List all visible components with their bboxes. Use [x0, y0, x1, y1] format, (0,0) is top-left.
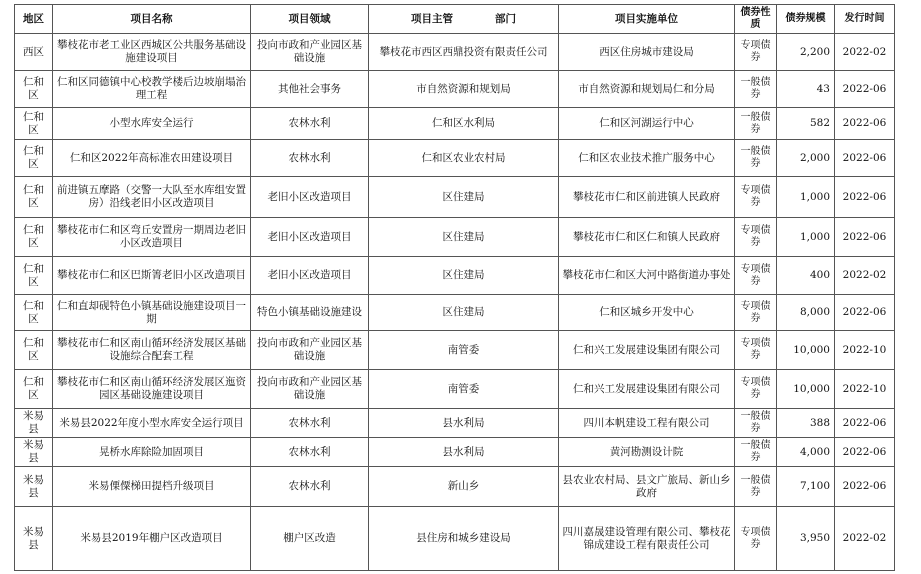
bond-project-table	[14, 4, 895, 571]
cell-project-name: 米易县2019年棚户区改造项目	[53, 507, 251, 571]
cell-region: 米易县	[15, 467, 53, 507]
cell-implementer: 县农业农村局、县文广旅局、新山乡政府	[559, 467, 735, 507]
cell-issue-time: 2022-06	[835, 218, 895, 257]
cell-supervisor: 南管委	[369, 331, 559, 370]
cell-region: 仁和区	[15, 177, 53, 218]
header-region: 地区	[15, 5, 53, 34]
cell-bond-type: 一般债券	[735, 438, 777, 467]
cell-region: 米易县	[15, 438, 53, 467]
table-row	[15, 438, 895, 467]
cell-project-name: 米易县2022年度小型水库安全运行项目	[53, 409, 251, 438]
header-supervisor: 项目主管 部门	[369, 5, 559, 34]
cell-project-name: 晃桥水库除险加固项目	[53, 438, 251, 467]
cell-project-name: 仁和区同德镇中心校教学楼后边坡崩塌治理工程	[53, 71, 251, 108]
cell-project-name: 前进镇五摩路（交警一大队至水库组安置房）沿线老旧小区改造项目	[53, 177, 251, 218]
cell-region: 仁和区	[15, 140, 53, 177]
cell-field: 投向市政和产业园区基础设施	[251, 331, 369, 370]
cell-implementer: 西区住房城市建设局	[559, 34, 735, 71]
cell-issue-time: 2022-10	[835, 331, 895, 370]
header-field: 项目领域	[251, 5, 369, 34]
cell-bond-type: 专项债券	[735, 257, 777, 295]
cell-supervisor: 南管委	[369, 370, 559, 409]
cell-supervisor: 仁和区农业农村局	[369, 140, 559, 177]
table-row	[15, 218, 895, 257]
cell-bond-scale: 7,100	[777, 467, 835, 507]
cell-issue-time: 2022-06	[835, 409, 895, 438]
cell-implementer: 攀枝花市仁和区仁和镇人民政府	[559, 218, 735, 257]
cell-issue-time: 2022-06	[835, 108, 895, 140]
cell-supervisor: 区住建局	[369, 218, 559, 257]
cell-field: 农林水利	[251, 140, 369, 177]
table-header	[15, 5, 895, 34]
cell-implementer: 四川本帆建设工程有限公司	[559, 409, 735, 438]
cell-region: 米易县	[15, 409, 53, 438]
cell-region: 米易县	[15, 507, 53, 571]
table-row	[15, 257, 895, 295]
cell-implementer: 仁和区农业技术推广服务中心	[559, 140, 735, 177]
cell-bond-type: 专项债券	[735, 218, 777, 257]
cell-issue-time: 2022-02	[835, 257, 895, 295]
table-row	[15, 331, 895, 370]
cell-project-name: 攀枝花市仁和区南山循环经济发展区迤资园区基础设施建设项目	[53, 370, 251, 409]
table-row	[15, 507, 895, 571]
cell-project-name: 仁和区2022年高标准农田建设项目	[53, 140, 251, 177]
cell-bond-type: 专项债券	[735, 177, 777, 218]
cell-issue-time: 2022-02	[835, 34, 895, 71]
table-row	[15, 409, 895, 438]
cell-field: 棚户区改造	[251, 507, 369, 571]
cell-bond-type: 一般债券	[735, 140, 777, 177]
cell-bond-scale: 2,000	[777, 140, 835, 177]
table-body	[15, 34, 895, 571]
cell-bond-scale: 2,200	[777, 34, 835, 71]
cell-region: 仁和区	[15, 331, 53, 370]
cell-issue-time: 2022-06	[835, 438, 895, 467]
cell-region: 仁和区	[15, 71, 53, 108]
cell-implementer: 市自然资源和规划局仁和分局	[559, 71, 735, 108]
cell-bond-type: 一般债券	[735, 108, 777, 140]
cell-bond-type: 专项债券	[735, 295, 777, 331]
cell-issue-time: 2022-06	[835, 71, 895, 108]
cell-issue-time: 2022-06	[835, 467, 895, 507]
cell-implementer: 黄河勘测设计院	[559, 438, 735, 467]
table-row	[15, 467, 895, 507]
cell-region: 仁和区	[15, 370, 53, 409]
cell-bond-type: 一般债券	[735, 467, 777, 507]
cell-bond-scale: 8,000	[777, 295, 835, 331]
table-row	[15, 370, 895, 409]
cell-project-name: 攀枝花市仁和区巴斯箐老旧小区改造项目	[53, 257, 251, 295]
cell-supervisor: 区住建局	[369, 257, 559, 295]
cell-implementer: 攀枝花市仁和区大河中路街道办事处	[559, 257, 735, 295]
header-bond-type: 债券性质	[735, 5, 777, 34]
cell-issue-time: 2022-06	[835, 295, 895, 331]
cell-issue-time: 2022-06	[835, 177, 895, 218]
cell-implementer: 攀枝花市仁和区前进镇人民政府	[559, 177, 735, 218]
cell-implementer: 仁和区城乡开发中心	[559, 295, 735, 331]
cell-supervisor: 新山乡	[369, 467, 559, 507]
cell-supervisor: 区住建局	[369, 177, 559, 218]
table-row	[15, 177, 895, 218]
cell-bond-scale: 4,000	[777, 438, 835, 467]
cell-supervisor: 攀枝花市西区西鼎投资有限责任公司	[369, 34, 559, 71]
cell-bond-type: 一般债券	[735, 71, 777, 108]
cell-field: 农林水利	[251, 438, 369, 467]
cell-supervisor: 县水利局	[369, 409, 559, 438]
cell-field: 特色小镇基础设施建设	[251, 295, 369, 331]
cell-project-name: 仁和直却砚特色小镇基础设施建设项目一期	[53, 295, 251, 331]
cell-project-name: 攀枝花市仁和区弯丘安置房一期周边老旧小区改造项目	[53, 218, 251, 257]
cell-field: 老旧小区改造项目	[251, 177, 369, 218]
cell-field: 农林水利	[251, 409, 369, 438]
cell-supervisor: 区住建局	[369, 295, 559, 331]
table-row	[15, 108, 895, 140]
cell-supervisor: 仁和区水利局	[369, 108, 559, 140]
cell-field: 老旧小区改造项目	[251, 257, 369, 295]
cell-bond-type: 专项债券	[735, 507, 777, 571]
table-row	[15, 140, 895, 177]
cell-supervisor: 县住房和城乡建设局	[369, 507, 559, 571]
cell-bond-scale: 388	[777, 409, 835, 438]
cell-project-name: 攀枝花市仁和区南山循环经济发展区基础设施综合配套工程	[53, 331, 251, 370]
cell-bond-scale: 400	[777, 257, 835, 295]
cell-bond-scale: 10,000	[777, 370, 835, 409]
cell-bond-scale: 1,000	[777, 177, 835, 218]
cell-project-name: 米易傈僳梯田提档升级项目	[53, 467, 251, 507]
cell-field: 其他社会事务	[251, 71, 369, 108]
cell-bond-type: 专项债券	[735, 331, 777, 370]
cell-project-name: 攀枝花市老工业区西城区公共服务基础设施建设项目	[53, 34, 251, 71]
header-issue-time: 发行时间	[835, 5, 895, 34]
cell-field: 投向市政和产业园区基础设施	[251, 370, 369, 409]
cell-implementer: 仁和区河湖运行中心	[559, 108, 735, 140]
cell-supervisor: 市自然资源和规划局	[369, 71, 559, 108]
cell-region: 仁和区	[15, 218, 53, 257]
cell-field: 农林水利	[251, 108, 369, 140]
cell-bond-type: 一般债券	[735, 409, 777, 438]
cell-bond-scale: 43	[777, 71, 835, 108]
cell-region: 西区	[15, 34, 53, 71]
header-implementer: 项目实施单位	[559, 5, 735, 34]
cell-region: 仁和区	[15, 257, 53, 295]
cell-bond-scale: 3,950	[777, 507, 835, 571]
cell-region: 仁和区	[15, 108, 53, 140]
cell-bond-scale: 10,000	[777, 331, 835, 370]
cell-issue-time: 2022-06	[835, 140, 895, 177]
cell-implementer: 仁和兴工发展建设集团有限公司	[559, 370, 735, 409]
cell-bond-scale: 1,000	[777, 218, 835, 257]
cell-field: 农林水利	[251, 467, 369, 507]
cell-bond-scale: 582	[777, 108, 835, 140]
header-project-name: 项目名称	[53, 5, 251, 34]
cell-issue-time: 2022-10	[835, 370, 895, 409]
cell-bond-type: 专项债券	[735, 370, 777, 409]
cell-region: 仁和区	[15, 295, 53, 331]
cell-field: 老旧小区改造项目	[251, 218, 369, 257]
cell-issue-time: 2022-02	[835, 507, 895, 571]
cell-project-name: 小型水库安全运行	[53, 108, 251, 140]
cell-bond-type: 专项债券	[735, 34, 777, 71]
table-row	[15, 295, 895, 331]
cell-implementer: 仁和兴工发展建设集团有限公司	[559, 331, 735, 370]
cell-supervisor: 县水利局	[369, 438, 559, 467]
table-row	[15, 34, 895, 71]
table-row	[15, 71, 895, 108]
cell-field: 投向市政和产业园区基础设施	[251, 34, 369, 71]
cell-implementer: 四川嘉晟建设管理有限公司、攀枝花锦成建设工程有限责任公司	[559, 507, 735, 571]
header-bond-scale: 债券规模	[777, 5, 835, 34]
